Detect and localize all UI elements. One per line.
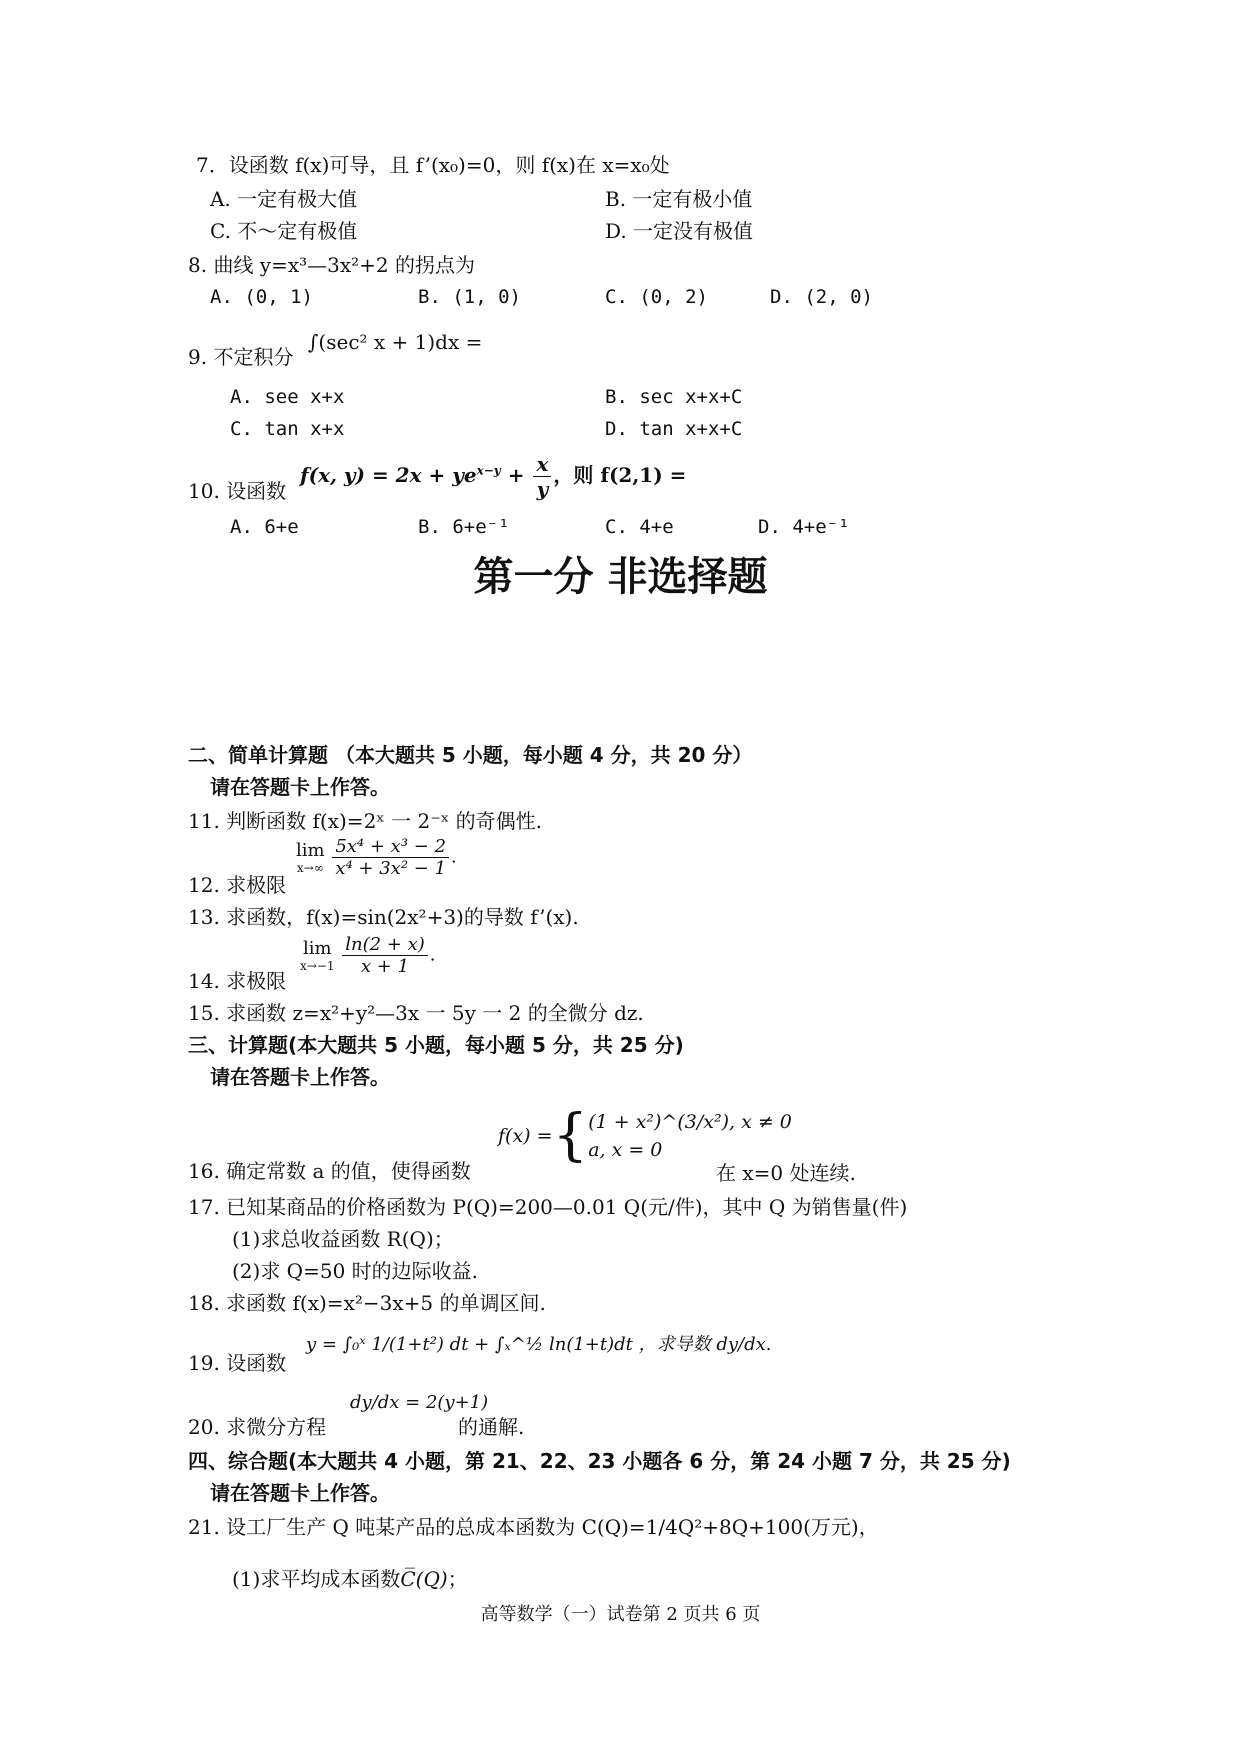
q10-function-formula: f(x, $y) = 2x + ye^{x-y}$ + $\frac{x}{y}$ ，则 f(2,1) = bbox=[300, 452, 687, 501]
q21-part1: (1)求平均成本函数C̅(Q)； bbox=[232, 1567, 468, 1591]
q14-limit-formula: lim x→−1 $\frac{\ln(2 + x)}{x + 1}$ . bbox=[300, 934, 436, 977]
part4-note: 请在答题卡上作答。 bbox=[210, 1481, 390, 1505]
q8-option-d: D. (2, 0) bbox=[770, 286, 873, 308]
q9-option-d: D. tan x+x+C bbox=[605, 418, 743, 440]
q20-prefix: 20. 求微分方程 bbox=[188, 1415, 327, 1439]
part2-heading: 二、简单计算题 （本大题共 5 小题，每小题 4 分，共 20 分） bbox=[188, 743, 753, 767]
q15: 15. 求函数 z=x²+y²—3x 一 5y 一 2 的全微分 dz. bbox=[188, 1001, 644, 1025]
q16-prefix: 16. 确定常数 a 的值，使得函数 bbox=[188, 1159, 471, 1183]
q17-part1: (1)求总收益函数 R(Q)； bbox=[232, 1227, 454, 1251]
part2-note: 请在答题卡上作答。 bbox=[210, 775, 390, 799]
q9-option-c: C. tan x+x bbox=[230, 418, 345, 440]
q20-differential-formula: dy/dx = 2(y+1) bbox=[350, 1392, 489, 1413]
q18: 18. 求函数 f(x)=x²−3x+5 的单调区间. bbox=[188, 1291, 546, 1315]
q9-option-b: B. sec x+x+C bbox=[605, 386, 743, 408]
q10-option-a: A. 6+e bbox=[230, 516, 299, 538]
q10-stem: 10. 设函数 bbox=[188, 479, 287, 503]
q17: 17. 已知某商品的价格函数为 P(Q)=200—0.01 Q(元/件)，其中 Q 为销售量(件) bbox=[188, 1195, 908, 1219]
part3-heading: 三、计算题(本大题共 5 小题，每小题 5 分，共 25 分) bbox=[188, 1033, 684, 1057]
q8-stem: 8. 曲线 y=x³—3x²+2 的拐点为 bbox=[188, 253, 476, 277]
q20-suffix: 的通解. bbox=[458, 1415, 525, 1439]
q7-stem: 7．设函数 f(x)可导，且 f’(x₀)=0，则 f(x)在 x=x₀处 bbox=[196, 153, 670, 177]
q7-option-c: C. 不～定有极值 bbox=[210, 219, 358, 243]
q9-stem: 9. 不定积分 bbox=[188, 345, 294, 369]
q13: 13. 求函数，f(x)=sin(2x²+3)的导数 f’(x). bbox=[188, 905, 579, 929]
q19-integral-formula: y = ∫₀ˣ 1/(1+t²) dt + ∫ₓ^½ ln(1+t)dt ，求导数 dy/dx. bbox=[306, 1334, 772, 1355]
q14-prefix: 14. 求极限 bbox=[188, 969, 287, 993]
section-title: 第一分 非选择题 bbox=[473, 554, 768, 600]
q9-integral-formula: ∫(sec² x + 1)dx = bbox=[308, 330, 483, 354]
q10-option-b: B. 6+e⁻¹ bbox=[418, 516, 510, 538]
q10-option-c: C. 4+e bbox=[605, 516, 674, 538]
q21: 21. 设工厂生产 Q 吨某产品的总成本函数为 C(Q)=1/4Q²+8Q+100(万元)， bbox=[188, 1515, 879, 1539]
q16-piecewise-formula: f(x) ={ (1 + x²)^(3/x²), x ≠ 0 a, x = 0 bbox=[498, 1103, 792, 1168]
q10-option-d: D. 4+e⁻¹ bbox=[758, 516, 850, 538]
q8-option-c: C. (0, 2) bbox=[605, 286, 708, 308]
part4-heading: 四、综合题(本大题共 4 小题，第 21、22、23 小题各 6 分，第 24 小题 7 分，共 25 分) bbox=[188, 1449, 1011, 1473]
q9-option-a: A. see x+x bbox=[230, 386, 345, 408]
q16-suffix: 在 x=0 处连续. bbox=[716, 1161, 856, 1185]
q7-option-b: B. 一定有极小值 bbox=[605, 187, 753, 211]
q7-option-d: D. 一定没有极值 bbox=[605, 219, 754, 243]
part3-note: 请在答题卡上作答。 bbox=[210, 1065, 390, 1089]
q8-option-b: B. (1, 0) bbox=[418, 286, 521, 308]
q12-limit-formula: lim x→∞ $\frac{\text{5x⁴ + x³ − 2}}{\text{x⁴ + 3x² − 1}}$ . bbox=[296, 836, 457, 879]
q11: 11. 判断函数 f(x)=2ˣ 一 2⁻ˣ 的奇偶性. bbox=[188, 809, 542, 833]
page-footer: 高等数学（一）试卷第 2 页共 6 页 bbox=[480, 1604, 761, 1625]
q8-option-a: A. (0, 1) bbox=[210, 286, 313, 308]
q12-prefix: 12. 求极限 bbox=[188, 873, 287, 897]
q19-prefix: 19. 设函数 bbox=[188, 1351, 287, 1375]
q17-part2: (2)求 Q=50 时的边际收益. bbox=[232, 1259, 479, 1283]
q7-option-a: A. 一定有极大值 bbox=[210, 187, 358, 211]
